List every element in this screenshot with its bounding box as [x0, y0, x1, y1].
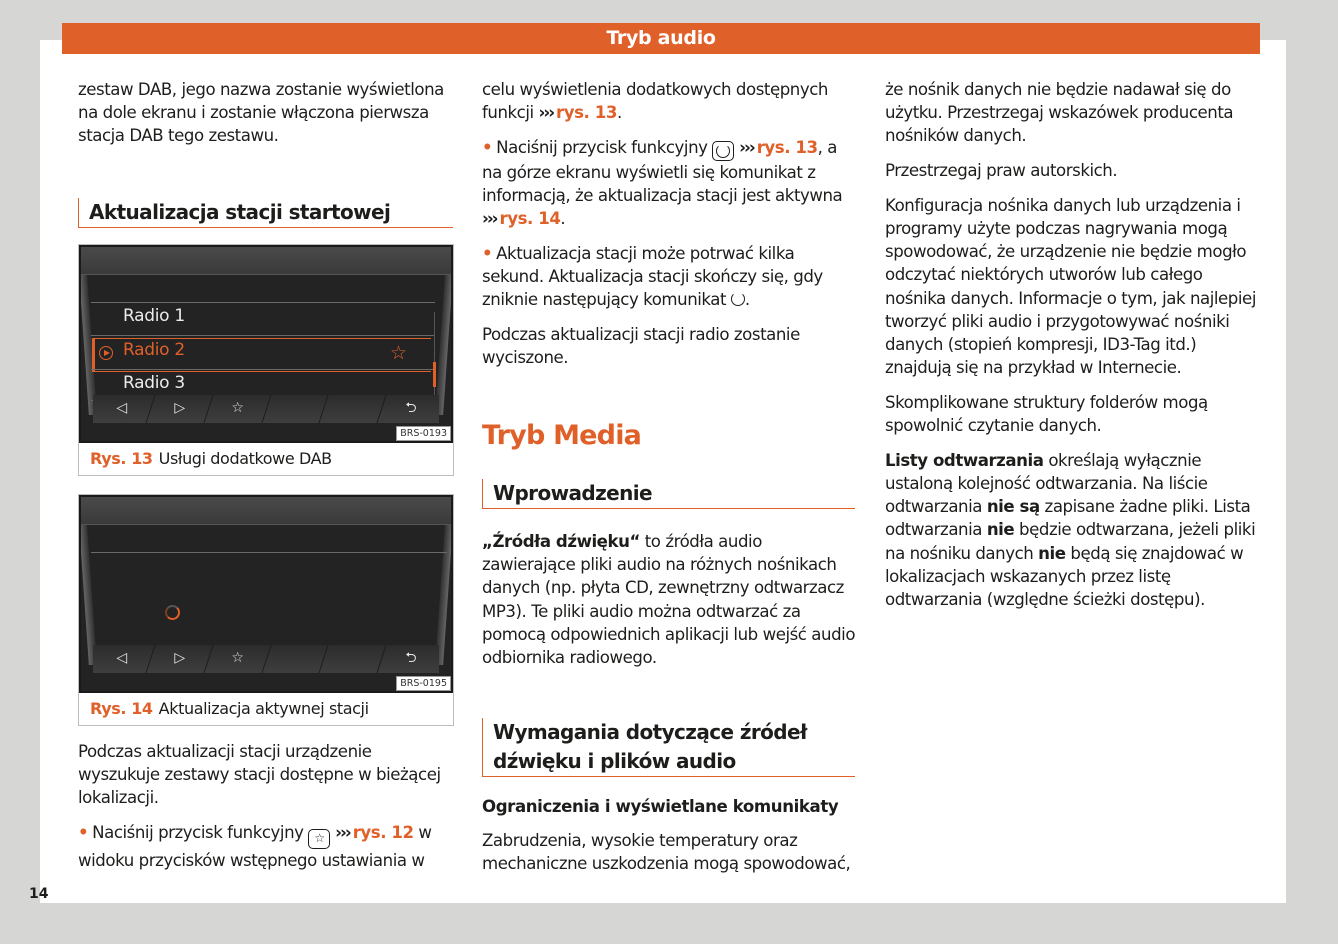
radio-screen-updating: [79, 495, 453, 693]
figure-code: BRS-0195: [396, 676, 451, 691]
bullet-item: • Naciśnij przycisk funkcyjny ››› rys. 13, a na górze ekranu wyświetli się komunikat z informacją, że aktualizacja stacji jest aktywna ››› rys. 14.: [482, 137, 843, 229]
ref-arrows: ›››: [335, 823, 350, 843]
playlist-paragraph: [885, 449, 1263, 611]
star-icon: ☆: [314, 831, 325, 846]
scrollbar-thumb[interactable]: [433, 362, 436, 387]
empty-softkey[interactable]: [320, 395, 387, 423]
divider: [91, 335, 435, 336]
screen-bezel-left: [79, 525, 97, 665]
figure-label: Rys. 13: [90, 449, 153, 468]
ref-arrows: ›››: [538, 103, 554, 123]
limits-paragraph: Zabrudzenia, wysokie temperatury oraz mechaniczne uszkodzenia mogą spowodować,: [482, 831, 851, 874]
bullet-icon: •: [78, 823, 89, 843]
bullet-text: Aktualizacja stacji może potrwać kilka sekund. Aktualizacja stacji skończy się, gdy zniknie następujący komunikat: [482, 244, 823, 310]
intro-paragraph: [482, 530, 860, 669]
station-item[interactable]: Radio 3: [123, 373, 185, 393]
next-button[interactable]: [146, 395, 213, 423]
paragraph: że nośnik danych nie będzie nadawał się do użytku. Przestrzegaj wskazówek producenta nośników danych.: [885, 80, 1234, 146]
figure-label: Rys. 14: [90, 699, 153, 718]
subsection-title-limits: Ograniczenia i wyświetlane komunikaty: [482, 797, 839, 816]
screen-top-bar: [81, 247, 451, 275]
page-number: 14: [29, 886, 49, 902]
figure-caption: [79, 443, 453, 475]
next-icon: ▷: [174, 650, 185, 666]
prev-icon: ◁: [116, 650, 128, 666]
star-icon: ☆: [231, 400, 244, 416]
softkey-bar: [93, 645, 439, 673]
chapter-header: Tryb audio: [62, 23, 1260, 54]
favorite-star-icon[interactable]: ☆: [389, 342, 407, 364]
scrollbar-track[interactable]: [434, 312, 435, 402]
paragraph-text: będzie odtwarzana, jeżeli pliki na nośniku danych: [885, 520, 1256, 563]
back-button[interactable]: [378, 395, 444, 423]
bullet-icon: •: [482, 244, 493, 264]
figure-reference-link[interactable]: rys. 14: [499, 209, 561, 229]
radio-screen: [79, 245, 453, 443]
bold-term: nie: [1038, 543, 1066, 563]
paragraph: Skomplikowane struktury folderów mogą spowolnić czytanie danych.: [885, 392, 1208, 436]
prev-button[interactable]: [88, 395, 155, 423]
loading-message-icon: [731, 292, 745, 306]
paragraph-text: będą się znajdować w lokalizacjach wskazanych przez listę odtwarzania (względne ścieżki dostępu).: [885, 543, 1244, 610]
section-title-requirements: Wymagania dotyczące źródeł dźwięku i plików audio: [482, 718, 855, 777]
paragraph: Przestrzegaj praw autorskich.: [885, 161, 1118, 181]
divider: [91, 369, 435, 370]
column-1-lower: [78, 740, 456, 884]
bullet-item: • Aktualizacja stacji może potrwać kilka sekund. Aktualizacja stacji skończy się, gdy zniknie następujący komunikat .: [482, 244, 823, 310]
screen-top-bar: [81, 497, 451, 525]
ref-arrows: ›››: [482, 209, 497, 229]
ref-arrows: ›››: [739, 137, 754, 157]
bullet-icon: •: [482, 137, 493, 157]
bold-term: nie: [986, 520, 1015, 540]
bold-term: „Źródła dźwięku“: [482, 532, 640, 551]
column-2: [482, 78, 860, 381]
back-icon: ⮌: [405, 650, 417, 666]
figure-reference-link[interactable]: rys. 13: [556, 103, 617, 123]
back-button[interactable]: [378, 645, 444, 673]
prev-button[interactable]: [88, 645, 155, 673]
bold-term: Listy odtwarzania: [885, 450, 1044, 470]
next-icon: ▷: [174, 400, 185, 416]
mute-paragraph: Podczas aktualizacji stacji radio zostanie wyciszone.: [482, 325, 800, 368]
station-item-selected[interactable]: Radio 2: [123, 340, 185, 360]
figure-reference-link[interactable]: rys. 13: [756, 137, 818, 157]
empty-softkey[interactable]: [320, 645, 387, 673]
screen-bezel-right: [435, 525, 453, 665]
empty-softkey[interactable]: [262, 645, 329, 673]
screen-bezel-right: [435, 275, 453, 415]
bullet-text: Naciśnij przycisk funkcyjny: [496, 137, 708, 157]
figure-14: [78, 494, 454, 726]
paragraph-text: celu wyświetlenia dodatkowych dostępnych funkcji: [482, 80, 828, 123]
divider: [91, 302, 435, 303]
station-item[interactable]: Radio 1: [123, 306, 185, 326]
bold-term: nie są: [986, 497, 1040, 517]
caption-text: Usługi dodatkowe DAB: [158, 449, 332, 468]
limits-block: [482, 829, 860, 887]
caption-text: Aktualizacja aktywnej stacji: [158, 699, 369, 718]
paragraph-text: zapisane żadne pliki. Lista odtwarzania: [885, 497, 1251, 540]
paragraph: Konfiguracja nośnika danych lub urządzenia i programy użyte podczas nagrywania mogą spowodować, że urządzenie nie będzie mogło odczytać niektórych utworów lub całego nośnika danych. Informacje o tym, jak najlepiej tworzyć pliki audio i przygotowywać nośniki danych (stopień kompresji, ID3-Tag itd.) znajdują się na przykład w Internecie.: [885, 195, 1256, 378]
bullet-text: , a na górze ekranu wyświetli się komunikat z informacją, że aktualizacja stacji jest aktywna: [482, 137, 843, 206]
refresh-icon: [716, 144, 730, 158]
intro-paragraph: zestaw DAB, jego nazwa zostanie wyświetlona na dole ekranu i zostanie włączona pierwsza stacja DAB tego zestawu.: [78, 80, 444, 146]
next-button[interactable]: [146, 645, 213, 673]
search-paragraph: Podczas aktualizacji stacji urządzenie wyszukuje zestawy stacji dostępne w bieżącej lokalizacji.: [78, 742, 441, 808]
star-icon: ☆: [231, 650, 244, 666]
prev-icon: ◁: [116, 400, 128, 416]
figure-13: [78, 244, 454, 476]
favorite-button[interactable]: [204, 645, 271, 673]
bullet-text: w widoku przycisków wstępnego ustawiania w: [78, 823, 432, 871]
figure-code: BRS-0193: [396, 426, 451, 441]
play-icon: [99, 346, 113, 360]
figure-caption: [79, 693, 453, 725]
bullet-text: Naciśnij przycisk funkcyjny: [92, 823, 304, 843]
loading-spinner-icon: [165, 605, 180, 620]
paragraph-text: to źródła audio zawierające pliki audio na różnych nośnikach danych (np. płyta CD, zewnętrzny odtwarzacz MP3). Te pliki audio można odtwarzać za pomocą odpowiednich aplikacji lub wejść audio odbiornika radiowego.: [482, 532, 856, 668]
star-button-icon: [308, 829, 330, 849]
continued-paragraph: celu wyświetlenia dodatkowych dostępnych funkcji ››› rys. 13.: [482, 80, 828, 123]
refresh-button-icon: [712, 141, 734, 161]
chapter-title-media: Tryb Media: [482, 420, 642, 451]
intro-block: [482, 530, 860, 681]
section-title-intro: Wprowadzenie: [482, 479, 855, 509]
column-1: [78, 78, 456, 159]
divider: [91, 552, 447, 553]
bullet-item: [78, 821, 456, 872]
paragraph-text: określają wyłącznie ustaloną kolejność odtwarzania. Na liście odtwarzania: [885, 450, 1208, 517]
favorite-button[interactable]: [204, 395, 271, 423]
column-3: [885, 78, 1263, 623]
empty-softkey[interactable]: [262, 395, 329, 423]
softkey-bar: [93, 395, 439, 423]
figure-reference-link[interactable]: rys. 12: [352, 823, 414, 843]
back-icon: ⮌: [405, 400, 417, 416]
section-title-station-update: Aktualizacja stacji startowej: [78, 198, 453, 228]
